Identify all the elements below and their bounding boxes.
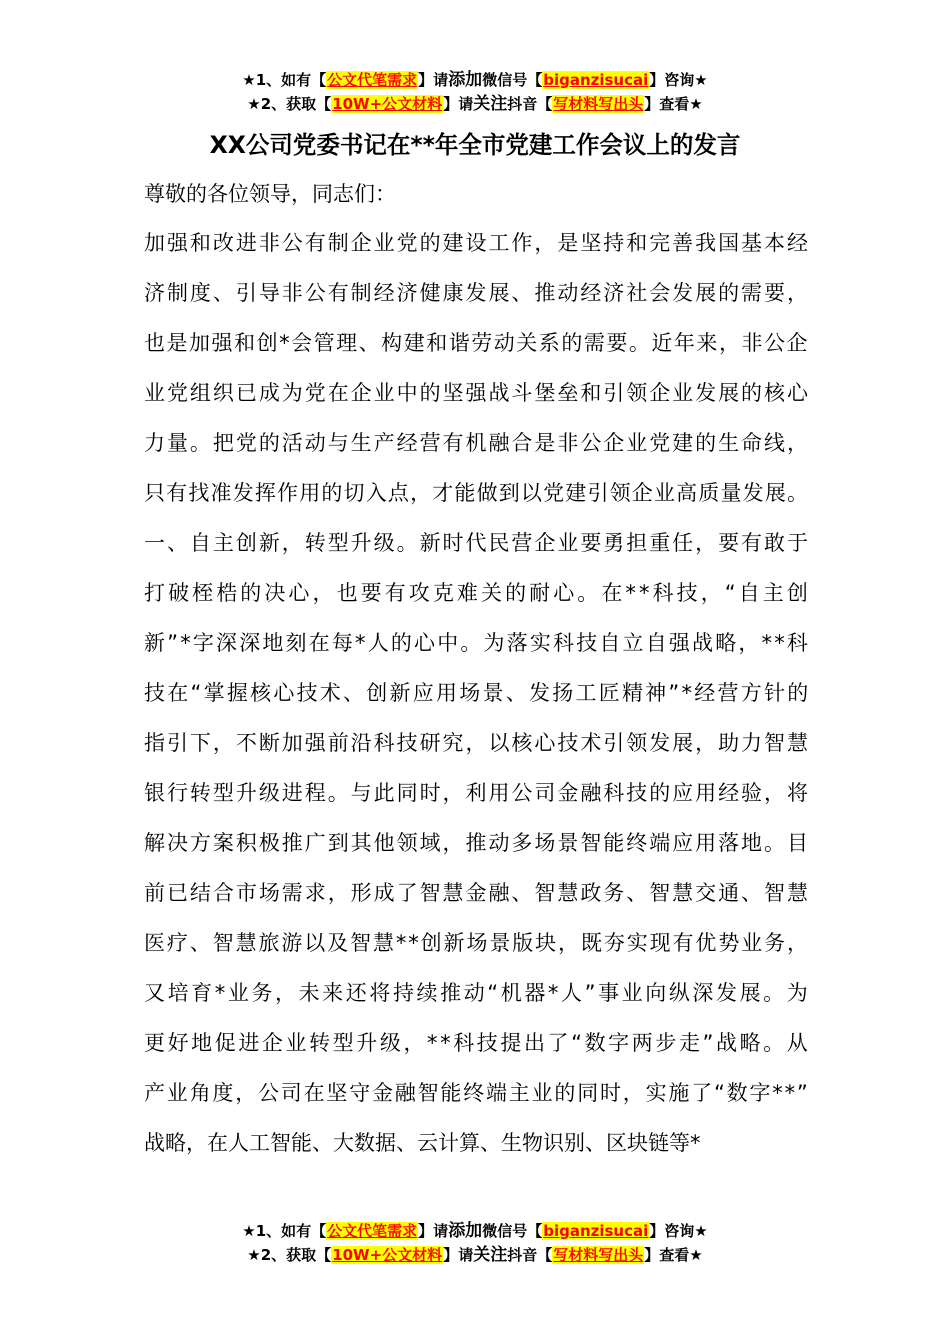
body-line: 加强和改进非公有制企业党的建设工作，是坚持和完善我国基本经 (144, 231, 810, 255)
promo-line-1: ★1、如有【公文代笔需求】请添加微信号【biganzisucai】咨询★ (242, 70, 708, 90)
body-line: 技在“掌握核心技术、创新应用场景、发扬工匠精神”*经营方针的 (144, 681, 811, 705)
salutation: 尊敬的各位领导，同志们： (144, 182, 396, 206)
promo-highlight-wechat-id: biganzisucai (543, 1222, 649, 1240)
body-line: 打破桎梏的决心，也要有攻克难关的耐心。在**科技，“自主创 (144, 581, 811, 605)
document-body (144, 218, 811, 1168)
body-line: 济制度、引导非公有制经济健康发展、推动经济社会发展的需要， (144, 281, 810, 305)
body-line: 也是加强和创*会管理、构建和谐劳动关系的需要。近年来，非公企 (144, 331, 810, 355)
promo-line-2: ★2、获取【10W+公文材料】请关注抖音【写材料写出头】查看★ (247, 1245, 703, 1265)
body-line: 医疗、智慧旅游以及智慧**创新场景版块，既夯实现有优势业务， (144, 931, 810, 955)
body-line: 指引下，不断加强前沿科技研究，以核心技术引领发展，助力智慧 (144, 731, 810, 755)
body-line: 业党组织已成为党在企业中的坚强战斗堡垒和引领企业发展的核心 (144, 381, 810, 405)
promo-highlight-wechat-id: biganzisucai (543, 71, 649, 89)
document-title: XX公司党委书记在**年全市党建工作会议上的发言 (209, 131, 741, 159)
bottom-promo-banner (0, 1219, 950, 1267)
body-line: 银行转型升级进程。与此同时，利用公司金融科技的应用经验，将 (144, 781, 810, 805)
promo-highlight-douyin: 写材料写出头 (553, 95, 644, 113)
body-line: 又培育*业务，未来还将持续推动“机器*人”事业向纵深发展。为 (144, 981, 811, 1005)
promo-highlight-service: 公文代笔需求 (327, 1222, 418, 1240)
body-line: 只有找准发挥作用的切入点，才能做到以党建引领企业高质量发展。 (144, 481, 810, 505)
body-line: 一、自主创新，转型升级。新时代民营企业要勇担重任，要有敢于 (144, 531, 810, 555)
body-line: 产业角度，公司在坚守金融智能终端主业的同时，实施了“数字**” (144, 1081, 810, 1105)
promo-highlight-materials: 10W+公文材料 (332, 1246, 443, 1264)
body-line: 前已结合市场需求，形成了智慧金融、智慧政务、智慧交通、智慧 (144, 881, 810, 905)
body-line: 更好地促进企业转型升级，**科技提出了“数字两步走”战略。从 (144, 1031, 811, 1055)
body-line: 新”*字深深地刻在每*人的心中。为落实科技自立自强战略，**科 (144, 631, 811, 655)
promo-highlight-douyin: 写材料写出头 (553, 1246, 644, 1264)
body-line: 战略，在人工智能、大数据、云计算、生物识别、区块链等* (144, 1131, 701, 1155)
promo-highlight-materials: 10W+公文材料 (332, 95, 443, 113)
top-promo-banner (0, 68, 950, 116)
promo-line-2: ★2、获取【10W+公文材料】请关注抖音【写材料写出头】查看★ (247, 94, 703, 114)
promo-highlight-service: 公文代笔需求 (327, 71, 418, 89)
body-line: 解决方案积极推广到其他领域，推动多场景智能终端应用落地。目 (144, 831, 810, 855)
body-line: 力量。把党的活动与生产经营有机融合是非公企业党建的生命线， (144, 431, 810, 455)
promo-line-1: ★1、如有【公文代笔需求】请添加微信号【biganzisucai】咨询★ (242, 1221, 708, 1241)
